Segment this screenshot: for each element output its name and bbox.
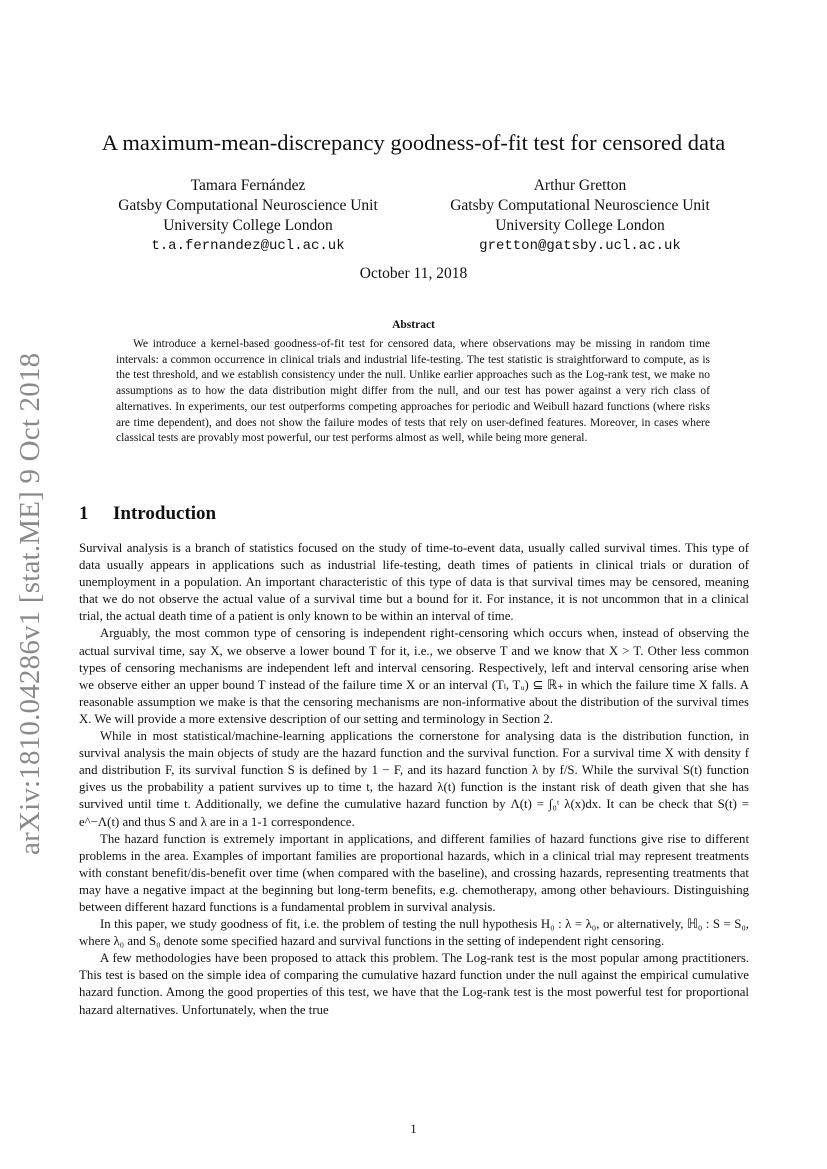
author-affiliation: Gatsby Computational Neuroscience Unit [450, 197, 710, 214]
author-block [425, 176, 735, 256]
section-heading [79, 503, 216, 525]
author-institution: University College London [163, 217, 333, 234]
author-email[interactable]: t.a.fernandez@ucl.ac.uk [151, 238, 345, 254]
section-number: 1 [79, 503, 89, 524]
author-email[interactable]: gretton@gatsby.ucl.ac.uk [479, 238, 681, 254]
paper-date: October 11, 2018 [359, 265, 468, 282]
paragraph: While in most statistical/machine-learning applications the cornerstone for analysing data is the distribution function, in survival analysis the main objects of study are the hazard function and the survival function. For a survival time X with density f and distribution F, its survival function S is defined by 1 − F, and its hazard function λ by f/S. While the survival S(t) function gives us the probability a patient survives up to time t, the hazard λ(t) function is the instant risk of death given that she has survived until time t. Additionally, we define the cumulative hazard function by Λ(t) = ∫₀ᵗ λ(x)dx. It can be check that S(t) = e^−Λ(t) and thus S and λ are in a 1-1 correspondence. [79, 729, 749, 829]
page-number: 1 [410, 1122, 417, 1136]
paragraph: The hazard function is extremely important in applications, and different families of hazard functions give rise to different problems in the area. Examples of important families are proportional hazards, which in a clinical trial may represent treatments with constant benefit/dis-benefit over time (when compared with the baseline), and crossing hazards, representing treatments that may have a negative impact at the beginning but long-term benefits, e.g. chemotherapy, among other behaviours. Distinguishing between different hazard functions is a fundamental problem in survival analysis. [79, 831, 749, 914]
paragraph: Survival analysis is a branch of statistics focused on the study of time-to-event data, usually called survival times. This type of data usually appears in applications such as industrial life-testing, death times of patients in clinical trials or duration of unemployment in a population. An important characteristic of this type of data is that survival times may be censored, meaning that we do not observe the actual value of a survival time but a bound for it. For instance, it is not uncommon that in a clinical trial, the actual death time of a patient is only known to be within an interval of time. [79, 541, 749, 624]
author-name: Arthur Gretton [533, 177, 627, 194]
author-block [95, 176, 401, 256]
paragraph: A few methodologies have been proposed to attack this problem. The Log-rank test is the most popular among practitioners. This test is based on the simple idea of comparing the cumulative hazard function under the null against the empirical cumulative hazard function. Among the good properties of this test, we have that the Log-rank test is the most powerful test for proportional hazard alternatives. Unfortunately, when the true [79, 951, 749, 1017]
author-affiliation: Gatsby Computational Neuroscience Unit [118, 197, 378, 214]
section-title: Introduction [113, 503, 217, 524]
author-name: Tamara Fernández [190, 177, 306, 194]
paragraph: In this paper, we study goodness of fit, i.e. the problem of testing the null hypothesis H₀ : λ = λ₀, or alternatively, ℍ₀ : S = S₀, where λ₀ and S₀ denote some specified hazard and survival functions in the setting of independent right censoring. [79, 917, 749, 949]
arxiv-identifier: arXiv:1810.04286v1 [stat.ME] 9 Oct 2018 [14, 352, 46, 855]
abstract-heading: Abstract [392, 319, 435, 331]
abstract-text: We introduce a kernel-based goodness-of-fit test for censored data, where observations may be missing in random time intervals: a common occurrence in clinical trials and industrial life-testing. The test statistic is straightforward to compute, as is the test threshold, and we establish consistency under the null. Unlike earlier approaches such as the Log-rank test, we make no assumptions as to how the data distribution might differ from the null, and our test has power against a very rich class of alternatives. In experiments, our test outperforms competing approaches for periodic and Weibull hazard functions (where risks are time dependent), and does not show the failure modes of tests that rely on user-defined features. Moreover, in cases where classical tests are provably most powerful, our test performs almost as well, while being more general. [116, 338, 710, 445]
author-institution: University College London [495, 217, 665, 234]
paper-title: A maximum-mean-discrepancy goodness-of-fit test for censored data [101, 130, 726, 155]
section-body [79, 540, 749, 1019]
paragraph: Arguably, the most common type of censoring is independent right-censoring which occurs when, instead of observing the actual survival time, say X, we observe a lower bound T for it, i.e., we observe T and we know that X > T. Other less common types of censoring mechanisms are independent left and interval censoring. Respectively, left and interval censoring arise when we observe either an upper bound T instead of the failure time X or an interval (Tₗ, Tᵤ) ⊆ ℝ₊ in which the failure time X falls. A reasonable assumption we make is that the censoring mechanisms are non-informative about the distribution of the survival times X. We will provide a more extensive description of our setting and terminology in Section 2. [79, 626, 749, 726]
